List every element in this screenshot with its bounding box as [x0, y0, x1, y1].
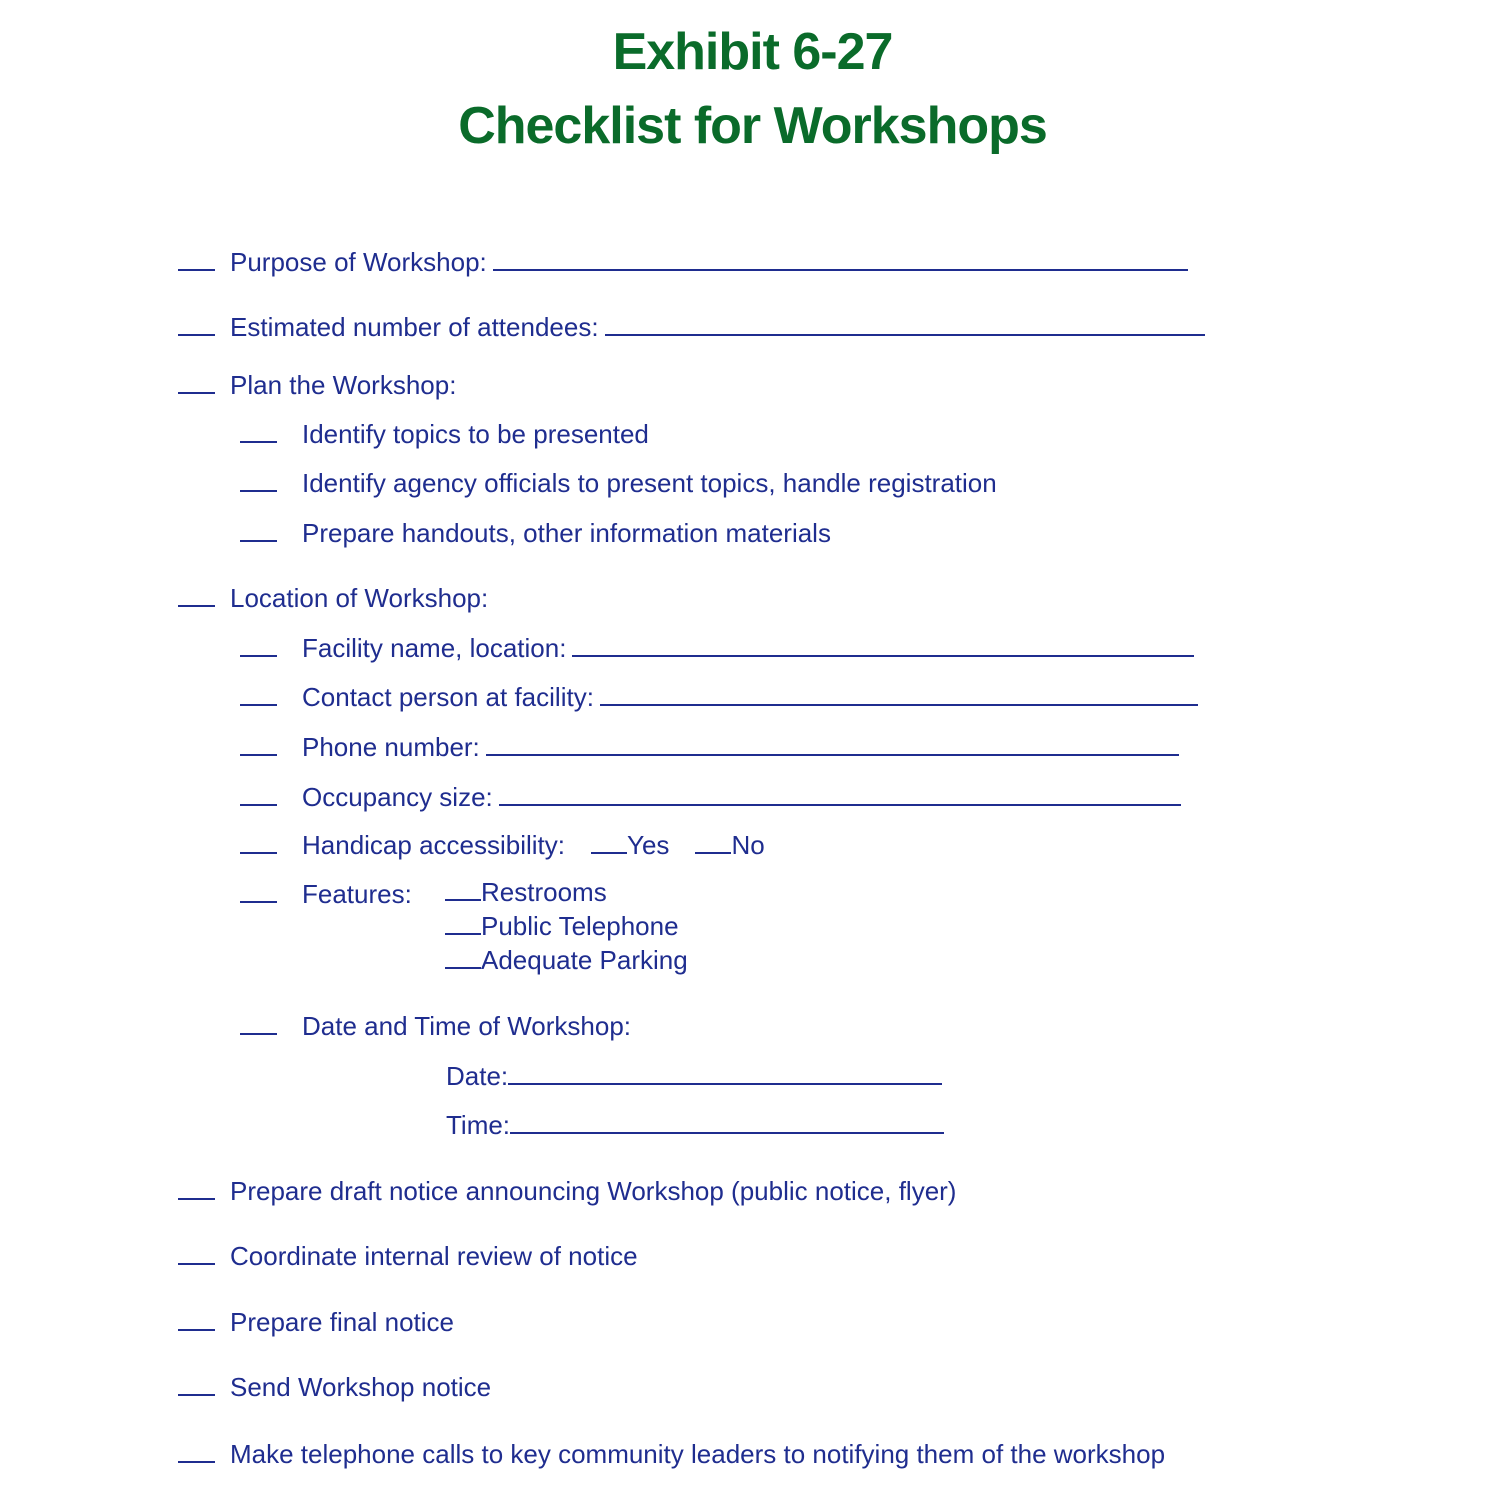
- item-label: Contact person at facility:: [302, 682, 594, 712]
- checkbox-blank[interactable]: [240, 631, 277, 657]
- feature-label: Adequate Parking: [481, 945, 688, 975]
- checklist-item-plan: [178, 368, 456, 400]
- checkbox-blank[interactable]: [240, 516, 277, 542]
- subitem-phone: [240, 730, 1179, 762]
- item-label: Location of Workshop:: [230, 583, 489, 613]
- item-label: Identify agency officials to present topics, handle registration: [302, 468, 997, 498]
- item-label: Prepare final notice: [230, 1307, 455, 1337]
- checkbox-blank[interactable]: [240, 417, 277, 443]
- checklist-item-location: [178, 581, 488, 613]
- time-line[interactable]: [510, 1108, 944, 1134]
- answer-line[interactable]: [605, 310, 1205, 336]
- checkbox-blank[interactable]: [178, 1174, 215, 1200]
- checkbox-blank[interactable]: [178, 1305, 215, 1331]
- checkbox-blank[interactable]: [591, 828, 627, 854]
- feature-label: Restrooms: [481, 877, 607, 907]
- feature-restrooms[interactable]: [445, 875, 688, 909]
- checklist-item-final-notice: [178, 1305, 454, 1337]
- checkbox-blank[interactable]: [178, 368, 215, 394]
- item-label: Plan the Workshop:: [230, 370, 457, 400]
- checkbox-blank[interactable]: [695, 828, 731, 854]
- checkbox-blank[interactable]: [178, 1239, 215, 1265]
- option-no[interactable]: [695, 828, 764, 860]
- feature-telephone[interactable]: [445, 909, 688, 943]
- option-label: Yes: [627, 830, 670, 860]
- feature-parking[interactable]: [445, 943, 688, 977]
- checkbox-blank[interactable]: [178, 1437, 215, 1463]
- checkbox-blank[interactable]: [445, 909, 481, 935]
- subitem-datetime: [240, 1009, 631, 1041]
- subitem-handicap: [240, 828, 765, 860]
- page-title: Checklist for Workshops: [458, 97, 1047, 155]
- answer-line[interactable]: [499, 780, 1181, 806]
- date-field: [446, 1059, 942, 1091]
- item-label: Phone number:: [302, 732, 480, 762]
- date-line[interactable]: [508, 1059, 942, 1085]
- answer-line[interactable]: [600, 680, 1198, 706]
- checkbox-blank[interactable]: [178, 1370, 215, 1396]
- subitem-features: [240, 877, 412, 909]
- checklist-item-purpose: [178, 245, 1188, 277]
- exhibit-number: Exhibit 6-27: [612, 23, 893, 81]
- date-label: Date:: [446, 1061, 509, 1091]
- subitem-contact: [240, 680, 1198, 712]
- checkbox-blank[interactable]: [240, 466, 277, 492]
- answer-line[interactable]: [572, 631, 1194, 657]
- subitem-facility: [240, 631, 1194, 663]
- subitem-officials: [240, 466, 997, 498]
- item-label: Handicap accessibility:: [302, 830, 566, 860]
- answer-line[interactable]: [486, 730, 1179, 756]
- item-label: Date and Time of Workshop:: [302, 1011, 632, 1041]
- checkbox-blank[interactable]: [240, 730, 277, 756]
- checklist-item-phone-calls: [178, 1437, 1165, 1469]
- features-list: [445, 875, 688, 977]
- checkbox-blank[interactable]: [240, 828, 277, 854]
- time-label: Time:: [446, 1110, 511, 1140]
- subitem-occupancy: [240, 780, 1181, 812]
- item-label: Make telephone calls to key community leaders to notifying them of the workshop: [230, 1439, 1166, 1469]
- item-label: Occupancy size:: [302, 782, 493, 812]
- checkbox-blank[interactable]: [240, 680, 277, 706]
- checkbox-blank[interactable]: [240, 877, 277, 903]
- checklist-item-attendees: [178, 310, 1205, 342]
- item-label: Estimated number of attendees:: [230, 312, 599, 342]
- checkbox-blank[interactable]: [178, 310, 215, 336]
- item-label: Facility name, location:: [302, 633, 567, 663]
- checkbox-blank[interactable]: [178, 581, 215, 607]
- checklist-item-send-notice: [178, 1370, 491, 1402]
- item-label: Identify topics to be presented: [302, 419, 649, 449]
- checklist-item-draft-notice: [178, 1174, 956, 1206]
- item-label: Prepare handouts, other information materials: [302, 518, 831, 548]
- item-label: Features:: [302, 879, 412, 909]
- item-label: Purpose of Workshop:: [230, 247, 487, 277]
- checkbox-blank[interactable]: [240, 1009, 277, 1035]
- subitem-topics: [240, 417, 649, 449]
- checklist-item-internal-review: [178, 1239, 638, 1271]
- time-field: [446, 1108, 944, 1140]
- item-label: Coordinate internal review of notice: [230, 1241, 638, 1271]
- option-yes[interactable]: [591, 828, 669, 860]
- option-label: No: [731, 830, 765, 860]
- subitem-handouts: [240, 516, 831, 548]
- checkbox-blank[interactable]: [178, 245, 215, 271]
- checkbox-blank[interactable]: [445, 875, 481, 901]
- item-label: Send Workshop notice: [230, 1372, 492, 1402]
- checkbox-blank[interactable]: [445, 943, 481, 969]
- feature-label: Public Telephone: [481, 911, 679, 941]
- answer-line[interactable]: [493, 245, 1188, 271]
- item-label: Prepare draft notice announcing Workshop (public notice, flyer): [230, 1176, 957, 1206]
- checkbox-blank[interactable]: [240, 780, 277, 806]
